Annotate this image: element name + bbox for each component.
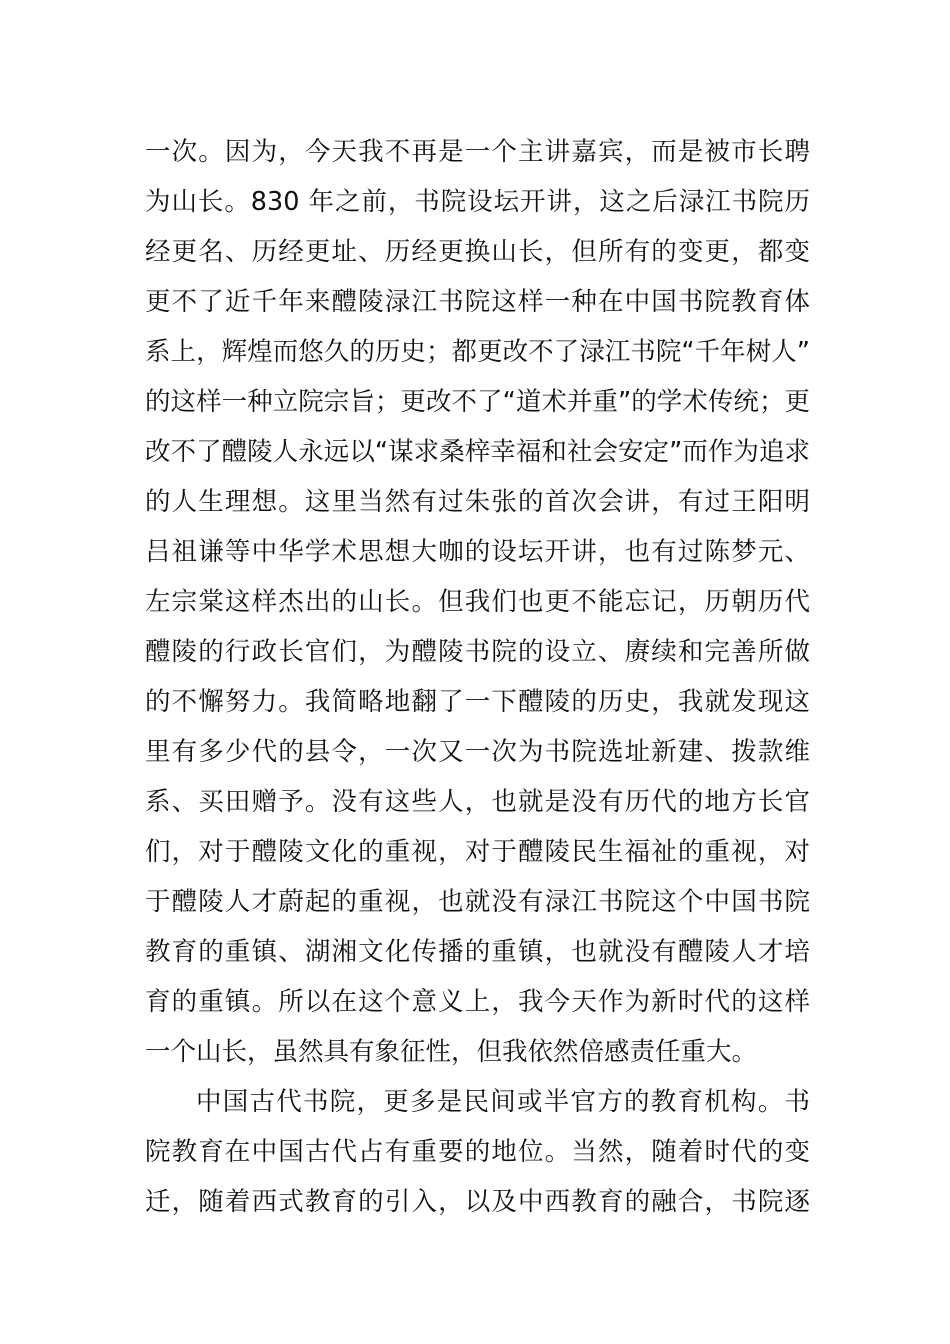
text-line: 的人生理想。这里当然有过朱张的首次会讲，有过王阳明: [145, 487, 810, 517]
text-line: 里有多少代的县令，一次又一次为书院选址新建、拨款维: [145, 737, 810, 767]
text-line: 们，对于醴陵文化的重视，对于醴陵民生福祉的重视，对: [145, 837, 810, 867]
text-line: 系上，辉煌而悠久的历史；都更改不了渌江书院“千年树人”: [145, 337, 810, 367]
text-line: 院教育在中国古代占有重要的地位。当然，随着时代的变: [145, 1137, 810, 1167]
text-line: 教育的重镇、湖湘文化传播的重镇，也就没有醴陵人才培: [145, 937, 810, 967]
text-line: 迁，随着西式教育的引入，以及中西教育的融合，书院逐: [145, 1187, 810, 1217]
text-line: 育的重镇。所以在这个意义上，我今天作为新时代的这样: [145, 987, 810, 1017]
paragraph-2: [145, 1077, 810, 1227]
text-line: 为山长。830 年之前，书院设坛开讲，这之后渌江书院历: [145, 187, 810, 217]
text-line: 于醴陵人才蔚起的重视，也就没有渌江书院这个中国书院: [145, 887, 810, 917]
text-line: 吕祖谦等中华学术思想大咖的设坛开讲，也有过陈梦元、: [145, 537, 810, 567]
text-line: 左宗棠这样杰出的山长。但我们也更不能忘记，历朝历代: [145, 587, 810, 617]
text-line: 改不了醴陵人永远以“谋求桑梓幸福和社会安定”而作为追求: [145, 437, 810, 467]
text-line: 中国古代书院，更多是民间或半官方的教育机构。书: [196, 1087, 810, 1117]
text-line: 系、买田赠予。没有这些人，也就是没有历代的地方长官: [145, 787, 810, 817]
text-line: 一个山长，虽然具有象征性，但我依然倍感责任重大。: [145, 1037, 758, 1067]
text-line: 醴陵的行政长官们，为醴陵书院的设立、赓续和完善所做: [145, 637, 810, 667]
paragraph-1: [145, 127, 810, 1077]
text-line: 的这样一种立院宗旨；更改不了“道术并重”的学术传统；更: [145, 387, 810, 417]
text-line: 一次。因为，今天我不再是一个主讲嘉宾，而是被市长聘: [145, 137, 810, 167]
text-line: 的不懈努力。我简略地翻了一下醴陵的历史，我就发现这: [145, 687, 810, 717]
document-body: [145, 127, 810, 1227]
text-line: 更不了近千年来醴陵渌江书院这样一种在中国书院教育体: [145, 287, 810, 317]
text-line: 经更名、历经更址、历经更换山长，但所有的变更，都变: [145, 237, 810, 267]
